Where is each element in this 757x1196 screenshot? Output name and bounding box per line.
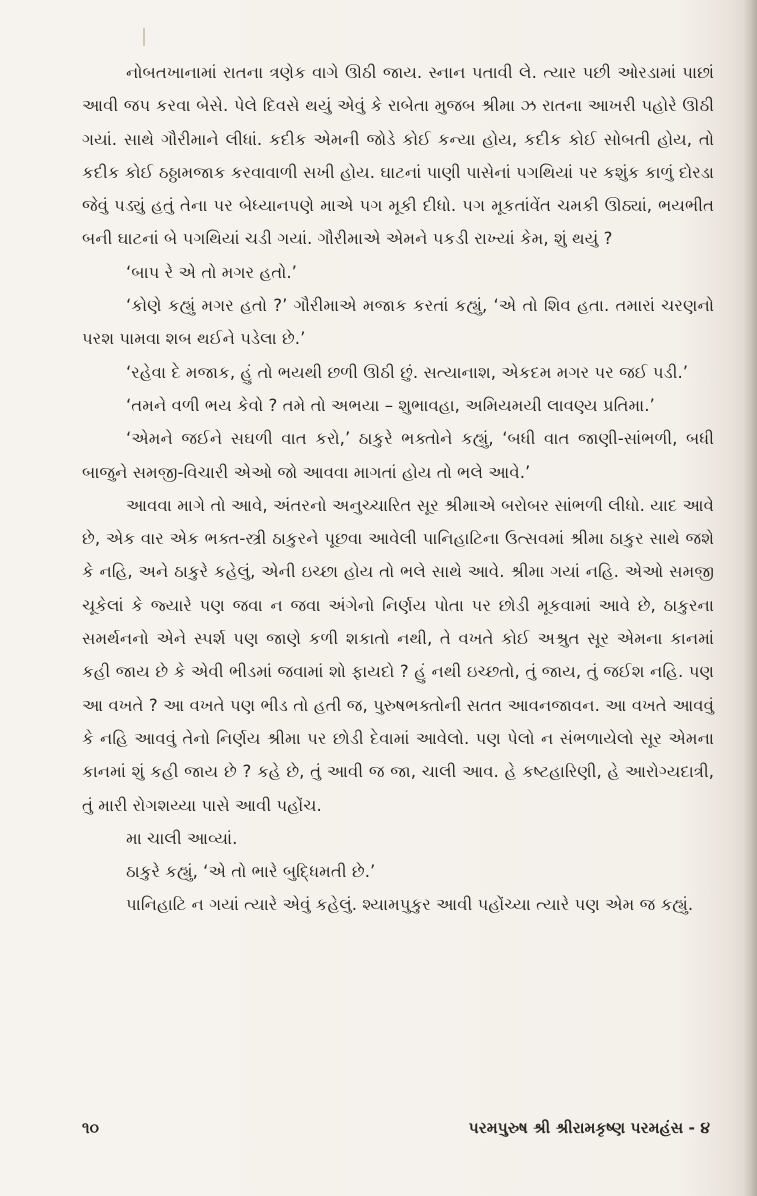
paragraph: ‘રહેવા દે મજાક, હું તો ભયથી છળી ઊઠી છું. સત્યાનાશ, એકદમ મગર પર જઈ પડી.’ <box>126 362 689 382</box>
paragraph: ‘એમને જઈને સઘળી વાત કરો,’ ઠાકુરે ભક્તોને કહ્યું, ‘બધી વાત જાણી-સાંભળી, બધી બાજુને સમજી-વિચારી એઓ જો આવવા માગતાં હોય તો ભલે આવે.’ <box>82 429 714 482</box>
paragraph: ઠાકુરે કહ્યું, ‘એ તો ભારે બુદ્ધિમતી છે.’ <box>126 862 376 882</box>
paragraph: આવવા માગે તો આવે, અંતરનો અનુચ્ચારિત સૂર શ્રીમાએ બરોબર સાંભળી લીધો. યાદ આવે છે, એક વાર એક ભક્ત-સ્ત્રી ઠાકુરને પૂછવા આવેલી પાનિહાટિના ઉત્સવમાં શ્રીમા ઠાકુર સાથે જશે કે નહિ, અને ઠાકુરે કહેલું, એની ઇચ્છા હોય તો ભલે સાથે આવે. શ્રીમા ગયાં નહિ. એઓ સમજી ચૂકેલાં કે જ્યારે પણ જવા ન જવા અંગેનો નિર્ણય પોતા પર છોડી મૂકવામાં આવે છે, ઠાકુરના સમર્થનનો એને સ્પર્શ પણ જાણે કળી શકાતો નથી, તે વખતે કોઈ અશ્રુત સૂર એમના કાનમાં કહી જાય છે કે એવી ભીડમાં જવામાં શો ફાયદો ? હું નથી ઇચ્છતો, તું જાય, તું જઈશ નહિ. પણ આ વખતે ? આ વખતે પણ ભીડ તો હતી જ, પુરુષભક્તોની સતત આવનજાવન. આ વખતે આવવું કે નહિ આવવું તેનો નિર્ણય શ્રીમા પર છોડી દેવામાં આવેલો. પણ પેલો ન સંભળાયેલો સૂર એમના કાનમાં શું કહી જાય છે ? કહે છે, તું આવી જ જા, ચાલી આવ. હે કષ્ટહારિણી, હે આરોગ્યદાત્રી, તું મારી રોગશય્યા પાસે આવી પહોંચ. <box>82 495 714 815</box>
page-footer <box>82 1116 710 1140</box>
paragraph: મા ચાલી આવ્યાં. <box>126 828 238 848</box>
page-number: ૧૦ <box>82 1119 99 1137</box>
running-title: પરમપુરુષ શ્રી શ્રીરામકૃષ્ણ પરમહંસ - ૪ <box>468 1119 710 1137</box>
paper-mark <box>143 28 145 46</box>
paragraph: ‘તમને વળી ભય કેવો ? તમે તો અભયા – શુભાવહા, અમિયમયી લાવણ્ય પ્રતિમા.’ <box>126 395 655 415</box>
body-text <box>82 56 714 922</box>
paragraph: ‘બાપ રે એ તો મગર હતો.’ <box>126 262 297 282</box>
paragraph: પાનિહાટિ ન ગયાં ત્યારે એવું કહેલું. શ્યામપુકુર આવી પહોંચ્યા ત્યારે પણ એમ જ કહ્યું. <box>126 895 694 915</box>
page-edge-shadow <box>743 0 757 1196</box>
paragraph: નોબતખાનામાં રાતના ત્રણેક વાગે ઊઠી જાય. સ્નાન પતાવી લે. ત્યાર પછી ઓરડામાં પાછાં આવી જપ કરવા બેસે. પેલે દિવસે થયું એવું કે રાબેતા મુજબ શ્રીમા ઝ રાતના આખરી પહોરે ઊઠી ગયાં. સાથે ગૌરીમાને લીધાં. કદીક એમની જોડે કોઈ કન્યા હોય, કદીક કોઈ સોબતી હોય, તો કદીક કોઈ ઠઠ્ઠામજાક કરવાવાળી સખી હોય. ઘાટનાં પાણી પાસેનાં પગથિયાં પર કશુંક કાળું દોરડા જેવું પડ્યું હતું તેના પર બેધ્યાનપણે માએ પગ મૂકી દીધો. પગ મૂકતાંવેંત ચમકી ઊઠ્યાં, ભયભીત બની ઘાટનાં બે પગથિયાં ચડી ગયાં. ગૌરીમાએ એમને પકડી રાખ્યાં કેમ, શું થયું ? <box>82 63 714 249</box>
paragraph: ‘કોણે કહ્યું મગર હતો ?’ ગૌરીમાએ મજાક કરતાં કહ્યું, ‘એ તો શિવ હતા. તમારાં ચરણનો પરશ પામવા શબ થઈને પડેલા છે.’ <box>82 296 714 349</box>
